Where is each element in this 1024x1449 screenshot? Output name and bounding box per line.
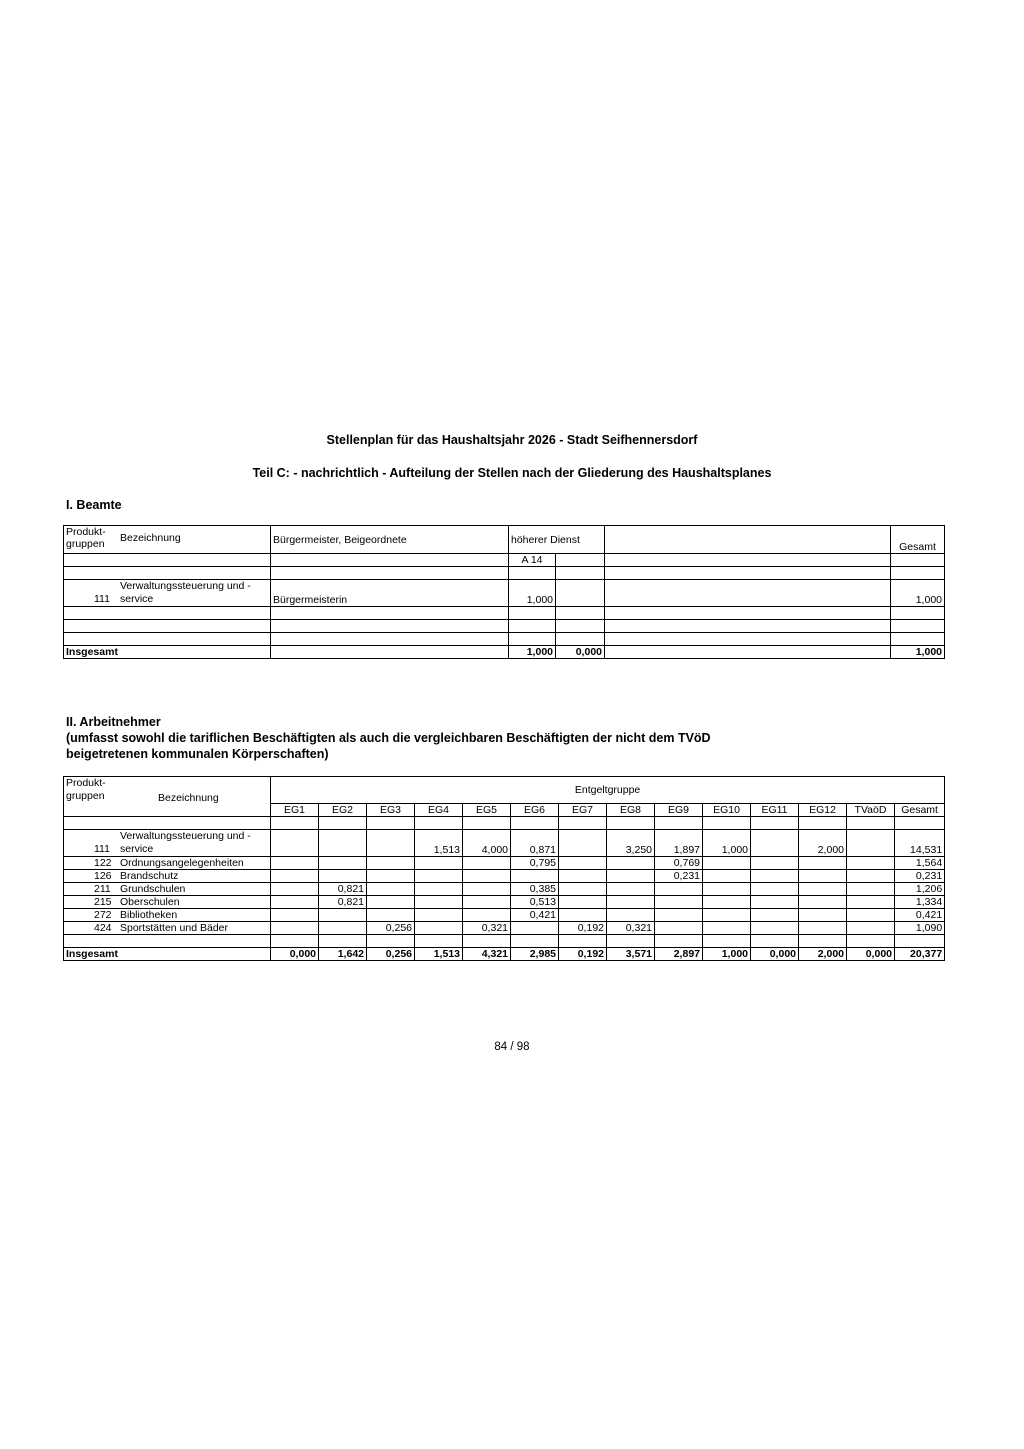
- cell-eg7: [559, 909, 607, 922]
- cell-eg10: 1,000: [703, 830, 751, 857]
- cell-eg2: 0,821: [319, 896, 367, 909]
- total-eg9: 2,897: [655, 948, 703, 961]
- table-row: [64, 896, 945, 909]
- total-col2: 0,000: [556, 646, 605, 659]
- cell-eg1: [271, 870, 319, 883]
- row-code: 122: [94, 857, 112, 869]
- beamte-header-gesamt: Gesamt: [891, 526, 945, 554]
- cell-eg5: [463, 883, 511, 896]
- row-code: 111: [94, 593, 110, 605]
- cell-eg12: [799, 909, 847, 922]
- arbeitnehmer-total-row: [64, 948, 945, 961]
- cell-eg2: [319, 870, 367, 883]
- arbeitnehmer-header-row: [64, 777, 945, 804]
- cell-eg5: [463, 896, 511, 909]
- total-eg5: 4,321: [463, 948, 511, 961]
- total-a14: 1,000: [509, 646, 556, 659]
- cell-eg3: [367, 883, 415, 896]
- cell-eg6: 0,385: [511, 883, 559, 896]
- cell-gesamt: 1,334: [895, 896, 945, 909]
- cell-eg4: [415, 896, 463, 909]
- column-header-eg9: EG9: [655, 804, 703, 817]
- cell-eg7: 0,192: [559, 922, 607, 935]
- cell-eg12: [799, 896, 847, 909]
- cell-eg5: [463, 857, 511, 870]
- beamte-table: [63, 525, 945, 659]
- cell-tvaöd: [847, 830, 895, 857]
- page-title: Stellenplan für das Haushaltsjahr 2026 - Stadt Seifhennersdorf: [326, 433, 698, 447]
- column-header-eg7: EG7: [559, 804, 607, 817]
- row-code: 215: [94, 896, 112, 908]
- cell-eg3: [367, 870, 415, 883]
- cell-eg12: 2,000: [799, 830, 847, 857]
- row-name: Ordnungsangelegenheiten: [120, 857, 244, 869]
- cell-eg11: [751, 896, 799, 909]
- cell-tvaöd: [847, 857, 895, 870]
- arbeitnehmer-header-produktgruppen: Produkt- gruppen Bezeichnung: [64, 777, 271, 817]
- cell-eg4: [415, 883, 463, 896]
- cell-tvaöd: [847, 896, 895, 909]
- cell-eg4: 1,513: [415, 830, 463, 857]
- cell-eg3: [367, 830, 415, 857]
- cell-eg8: [607, 909, 655, 922]
- cell-eg11: [751, 857, 799, 870]
- cell-eg11: [751, 909, 799, 922]
- cell-eg10: [703, 870, 751, 883]
- section-note-line1: (umfasst sowohl die tariflichen Beschäftigten als auch die vergleichbaren Beschäftigten der nicht dem TVöD: [66, 731, 711, 745]
- cell-eg1: [271, 883, 319, 896]
- section-note-line2: beigetretenen kommunalen Körperschaften): [66, 747, 329, 761]
- cell-eg12: [799, 883, 847, 896]
- cell-eg5: [463, 909, 511, 922]
- column-header-eg10: EG10: [703, 804, 751, 817]
- row-name: Sportstätten und Bäder: [120, 922, 228, 934]
- cell-eg1: [271, 896, 319, 909]
- cell-gesamt: 1,090: [895, 922, 945, 935]
- cell-eg2: [319, 830, 367, 857]
- cell-eg6: 0,513: [511, 896, 559, 909]
- cell-eg4: [415, 857, 463, 870]
- cell-eg9: [655, 922, 703, 935]
- cell-eg11: [751, 922, 799, 935]
- cell-eg2: [319, 909, 367, 922]
- cell-eg11: [751, 830, 799, 857]
- cell-eg1: [271, 922, 319, 935]
- cell-eg8: [607, 883, 655, 896]
- column-header-gesamt: Gesamt: [895, 804, 945, 817]
- row-name: Brandschutz: [120, 870, 179, 882]
- cell-gesamt: 1,564: [895, 857, 945, 870]
- cell-eg9: [655, 883, 703, 896]
- total-eg8: 3,571: [607, 948, 655, 961]
- total-eg12: 2,000: [799, 948, 847, 961]
- table-row: [64, 857, 945, 870]
- cell-gesamt: 14,531: [895, 830, 945, 857]
- row-name: Oberschulen: [120, 896, 180, 908]
- cell-eg12: [799, 870, 847, 883]
- row-code: 111: [94, 843, 110, 855]
- row-code: 211: [94, 883, 111, 895]
- row-code: 424: [94, 922, 112, 934]
- cell-eg9: 0,769: [655, 857, 703, 870]
- cell-eg4: [415, 922, 463, 935]
- column-header-eg3: EG3: [367, 804, 415, 817]
- cell-eg8: [607, 896, 655, 909]
- beamte-header-buergermeister: Bürgermeister, Beigeordnete: [271, 526, 509, 554]
- cell-eg3: [367, 857, 415, 870]
- cell-tvaöd: [847, 922, 895, 935]
- total-eg6: 2,985: [511, 948, 559, 961]
- column-header-eg11: EG11: [751, 804, 799, 817]
- total-eg2: 1,642: [319, 948, 367, 961]
- cell-eg10: [703, 857, 751, 870]
- column-header-eg12: EG12: [799, 804, 847, 817]
- cell-eg6: [511, 922, 559, 935]
- cell-eg1: [271, 830, 319, 857]
- row-a14: 1,000: [509, 580, 556, 607]
- cell-eg1: [271, 857, 319, 870]
- section-heading-arbeitnehmer: II. Arbeitnehmer: [66, 715, 161, 729]
- total-eg10: 1,000: [703, 948, 751, 961]
- cell-eg2: [319, 857, 367, 870]
- cell-eg8: 0,321: [607, 922, 655, 935]
- table-row: [64, 870, 945, 883]
- row-code: 272: [94, 909, 112, 921]
- table-row: [64, 922, 945, 935]
- row-amt: Bürgermeisterin: [271, 580, 509, 607]
- cell-eg10: [703, 922, 751, 935]
- cell-eg5: [463, 870, 511, 883]
- cell-eg6: 0,871: [511, 830, 559, 857]
- cell-eg4: [415, 909, 463, 922]
- section-heading-beamte: I. Beamte: [66, 498, 122, 512]
- total-eg1: 0,000: [271, 948, 319, 961]
- beamte-header-hoeherer-dienst: höherer Dienst: [509, 526, 605, 554]
- total-label: Insgesamt: [64, 948, 271, 961]
- total-tvaöd: 0,000: [847, 948, 895, 961]
- cell-eg6: 0,795: [511, 857, 559, 870]
- arbeitnehmer-header-entgeltgruppe: Entgeltgruppe: [271, 777, 945, 804]
- column-header-eg5: EG5: [463, 804, 511, 817]
- column-header-eg4: EG4: [415, 804, 463, 817]
- cell-eg3: [367, 909, 415, 922]
- cell-eg7: [559, 883, 607, 896]
- row-name-line1: Verwaltungssteuerung und -: [120, 580, 251, 592]
- row-code: 126: [94, 870, 112, 882]
- total-eg11: 0,000: [751, 948, 799, 961]
- cell-eg11: [751, 870, 799, 883]
- cell-eg7: [559, 830, 607, 857]
- cell-eg2: [319, 922, 367, 935]
- row-name: Bibliotheken: [120, 909, 178, 921]
- total-eg7: 0,192: [559, 948, 607, 961]
- beamte-header-a14: A 14: [509, 554, 556, 567]
- cell-eg5: 0,321: [463, 922, 511, 935]
- cell-gesamt: 0,421: [895, 909, 945, 922]
- total-eg3: 0,256: [367, 948, 415, 961]
- column-header-eg6: EG6: [511, 804, 559, 817]
- cell-eg12: [799, 857, 847, 870]
- cell-eg3: [367, 896, 415, 909]
- cell-eg8: 3,250: [607, 830, 655, 857]
- cell-tvaöd: [847, 883, 895, 896]
- arbeitnehmer-table: [63, 776, 945, 961]
- column-header-tvaöd: TVaöD: [847, 804, 895, 817]
- total-label: Insgesamt: [64, 646, 271, 659]
- column-header-eg1: EG1: [271, 804, 319, 817]
- cell-eg9: 0,231: [655, 870, 703, 883]
- row-name: Grundschulen: [120, 883, 186, 895]
- cell-eg9: [655, 896, 703, 909]
- cell-eg8: [607, 870, 655, 883]
- cell-eg4: [415, 870, 463, 883]
- arbeitnehmer-header-bezeichnung: Bezeichnung: [158, 792, 219, 804]
- total-eg4: 1,513: [415, 948, 463, 961]
- cell-eg7: [559, 896, 607, 909]
- total-gesamt: 1,000: [891, 646, 945, 659]
- page-number: 84 / 98: [494, 1041, 530, 1053]
- page-subtitle: Teil C: - nachrichtlich - Aufteilung der Stellen nach der Gliederung des Haushaltsplanes: [252, 466, 772, 480]
- cell-eg10: [703, 896, 751, 909]
- cell-eg10: [703, 909, 751, 922]
- column-header-eg8: EG8: [607, 804, 655, 817]
- cell-eg2: 0,821: [319, 883, 367, 896]
- row-gesamt: 1,000: [891, 580, 945, 607]
- cell-eg8: [607, 857, 655, 870]
- cell-eg9: 1,897: [655, 830, 703, 857]
- beamte-header-bezeichnung: Bezeichnung: [120, 532, 181, 544]
- row-name-line1: Verwaltungssteuerung und -: [120, 830, 251, 842]
- cell-eg6: [511, 870, 559, 883]
- cell-eg1: [271, 909, 319, 922]
- beamte-header-row: [64, 526, 945, 554]
- total-gesamt: 20,377: [895, 948, 945, 961]
- cell-gesamt: 0,231: [895, 870, 945, 883]
- beamte-subheader-row: [64, 554, 945, 567]
- table-row: [64, 883, 945, 896]
- cell-gesamt: 1,206: [895, 883, 945, 896]
- cell-eg10: [703, 883, 751, 896]
- cell-eg9: [655, 909, 703, 922]
- table-row: [64, 580, 945, 607]
- cell-eg5: 4,000: [463, 830, 511, 857]
- beamte-header-produktgruppen: Produkt- gruppen Bezeichnung: [64, 526, 271, 554]
- cell-eg7: [559, 870, 607, 883]
- cell-eg7: [559, 857, 607, 870]
- cell-eg6: 0,421: [511, 909, 559, 922]
- cell-tvaöd: [847, 909, 895, 922]
- cell-eg12: [799, 922, 847, 935]
- cell-tvaöd: [847, 870, 895, 883]
- row-name-line2: service: [120, 843, 154, 855]
- beamte-total-row: [64, 646, 945, 659]
- row-name-line2: service: [120, 593, 154, 605]
- cell-eg3: 0,256: [367, 922, 415, 935]
- column-header-eg2: EG2: [319, 804, 367, 817]
- table-row: [64, 830, 945, 857]
- table-row: [64, 909, 945, 922]
- cell-eg11: [751, 883, 799, 896]
